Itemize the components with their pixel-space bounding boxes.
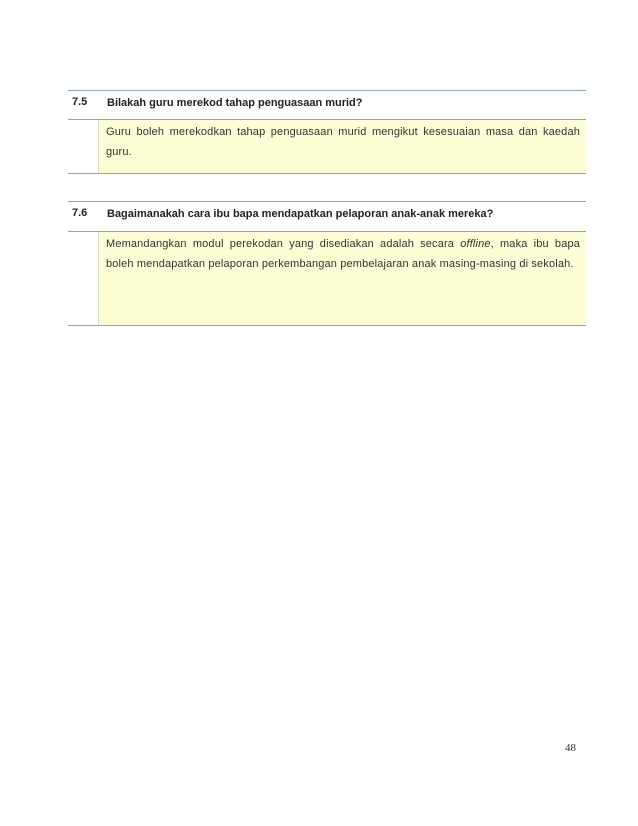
answer-text bbox=[99, 120, 586, 173]
answer-row bbox=[68, 119, 586, 174]
answer-gutter bbox=[68, 120, 99, 173]
answer-text-part: Memandangkan modul perekodan yang disediakan adalah secara bbox=[106, 238, 461, 250]
question-number: 7.5 bbox=[72, 96, 88, 108]
answer-text-emphasis: offline bbox=[460, 238, 491, 250]
answer-text-part: Guru boleh merekodkan tahap penguasaan murid mengikut kesesuaian masa dan kaedah guru. bbox=[106, 126, 580, 158]
qa-item-7-6 bbox=[68, 201, 586, 326]
question-row bbox=[68, 90, 586, 119]
answer-text bbox=[99, 232, 586, 325]
question-number: 7.6 bbox=[72, 207, 88, 219]
question-text: Bagaimanakah cara ibu bapa mendapatkan pelaporan anak-anak mereka? bbox=[107, 208, 494, 220]
page-number: 48 bbox=[565, 742, 576, 754]
question-row bbox=[68, 201, 586, 231]
question-text: Bilakah guru merekod tahap penguasaan murid? bbox=[107, 97, 363, 109]
answer-text-part: , maka ibu bapa boleh mendapatkan pelaporan perkembangan pembelajaran anak masing-masing di sekolah. bbox=[106, 238, 580, 270]
qa-item-7-5 bbox=[68, 90, 586, 174]
answer-gutter bbox=[68, 232, 99, 325]
answer-row bbox=[68, 231, 586, 326]
